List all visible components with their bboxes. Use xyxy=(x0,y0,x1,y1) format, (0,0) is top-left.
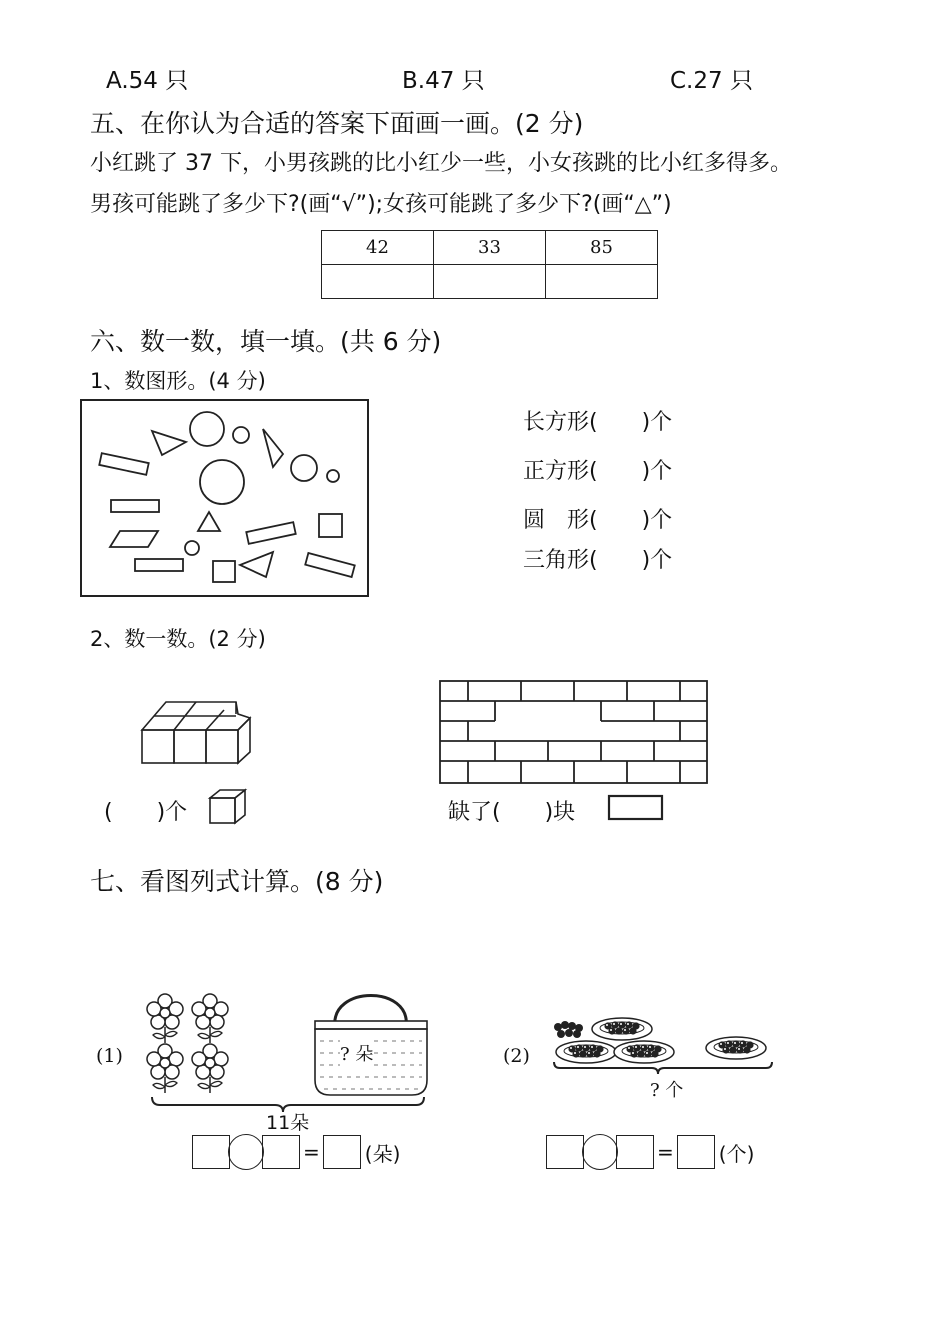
operator-circle[interactable] xyxy=(228,1134,264,1170)
q6-sub2: 2、数一数。(2 分) xyxy=(90,627,266,651)
answer-cell[interactable] xyxy=(434,265,546,299)
answer-box[interactable] xyxy=(323,1135,361,1169)
p1-number: (1) xyxy=(96,1045,123,1067)
circle-count[interactable]: 圆 形( )个 xyxy=(523,508,673,533)
p2-total: ? 个 xyxy=(650,1080,684,1101)
square-count[interactable]: 正方形( )个 xyxy=(523,459,673,484)
answer-box[interactable] xyxy=(546,1135,584,1169)
option-b: B.47 只 xyxy=(402,68,485,94)
table-cell: 85 xyxy=(546,231,658,265)
table-cell: 33 xyxy=(434,231,546,265)
q5-answer-table xyxy=(321,230,658,299)
p2-unit: (个) xyxy=(718,1141,755,1166)
q5-line1: 小红跳了 37 下，小男孩跳的比小红少一些，小女孩跳的比小红多得多。 xyxy=(90,151,792,176)
p1-unit: (朵) xyxy=(364,1141,401,1166)
brick-icon xyxy=(608,795,664,821)
p2-equation xyxy=(546,1134,754,1170)
operator-circle[interactable] xyxy=(582,1134,618,1170)
answer-box[interactable] xyxy=(616,1135,654,1169)
q5-line2: 男孩可能跳了多少下?(画“√”);女孩可能跳了多少下?(画“△”) xyxy=(90,192,672,217)
equals-sign: = xyxy=(657,1140,674,1164)
cube-count-label[interactable]: ( )个 xyxy=(104,800,188,825)
q6-sub1: 1、数图形。(4 分) xyxy=(90,369,266,393)
table-cell: 42 xyxy=(322,231,434,265)
triangle-count[interactable]: 三角形( )个 xyxy=(523,548,673,573)
answer-box[interactable] xyxy=(677,1135,715,1169)
rect-count[interactable]: 长方形( )个 xyxy=(523,410,673,435)
q6-heading: 六、数一数，填一填。(共 6 分) xyxy=(90,327,442,356)
answer-box[interactable] xyxy=(262,1135,300,1169)
brick-count-label[interactable]: 缺了( )块 xyxy=(448,800,576,825)
option-c: C.27 只 xyxy=(670,68,753,94)
p2-number: (2) xyxy=(503,1045,530,1067)
plates-figure xyxy=(548,1010,778,1080)
answer-cell[interactable] xyxy=(546,265,658,299)
flowers-basket-figure xyxy=(140,985,440,1110)
option-a: A.54 只 xyxy=(106,68,189,94)
p1-equation xyxy=(192,1134,400,1170)
basket-label: ? 朵 xyxy=(340,1040,373,1066)
cube-icon xyxy=(208,788,248,826)
cube-stack-figure xyxy=(140,700,252,768)
shapes-figure xyxy=(80,399,370,597)
brick-wall-figure xyxy=(438,679,710,785)
equals-sign: = xyxy=(303,1140,320,1164)
answer-cell[interactable] xyxy=(322,265,434,299)
p1-total: 11朵 xyxy=(266,1112,310,1134)
answer-box[interactable] xyxy=(192,1135,230,1169)
q5-heading: 五、在你认为合适的答案下面画一画。(2 分) xyxy=(90,109,584,138)
q7-heading: 七、看图列式计算。(8 分) xyxy=(90,867,384,896)
